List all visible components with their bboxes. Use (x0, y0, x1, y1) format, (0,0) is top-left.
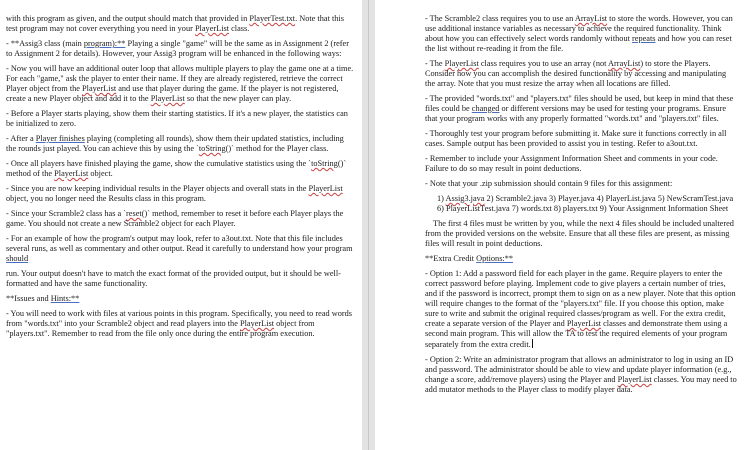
paragraph-since-stats: - Since you are now keeping individual results in the Player objects and overall stats in the PlayerList object, you no longer need the Results class in this program. (6, 184, 343, 203)
spellcheck-word: toString (311, 159, 338, 168)
paragraph-before-player: - Before a Player starts playing, show them their starting statistics. If it's a new player, the statistics can be initialized to zero. (6, 109, 348, 128)
paragraph-after-player: - After a Player finishes playing (completing all rounds), show them their updated statistics, including the rounds just played. You can achieve this by using the `toString()` method for the Player class. (6, 134, 344, 153)
paragraph-outer-loop: - Now you will have an additional outer loop that allows multiple players to play the game one at a time. For each "game," ask the player to enter their name. If they are already registered, retrieve the correct Player object from the PlayerList and use that player during the game. If the player is not registered, create a new Player object and add it to the PlayerList so that the new player can play. (6, 64, 354, 103)
grammar-flag: Player finishes (35, 134, 85, 143)
paragraph-provided: - The provided "words.txt" and "players.txt" files should be used, but keep in mind that these files could be changed or different versions may be used for testing your programs. Ensure that your program works with any properly formatted "words.txt" and "players.txt" files. (425, 94, 734, 123)
spellcheck-word: PlayerList (150, 94, 185, 103)
page-divider (368, 0, 369, 450)
paragraph-first4: The first 4 files must be written by you, while the next 4 files should be included unaltered from the provided versions on the website. Ensure that all these files are present, as missing files will result in point deductions. (425, 219, 734, 248)
heading-extra-credit: **Extra Credit Options:** (425, 254, 514, 263)
grammar-flag: Options:** (476, 254, 514, 263)
paragraph-files: - You will need to work with files at various points in this program. Specifically, you need to read words from "words.txt" into your Scramble2 object and read players into the PlayerList object from "players.txt". Remember to read from the file only once during the entire program execution. (6, 309, 353, 338)
paragraph-once-all: - Once all players have finished playing the game, show the cumulative statistics using the `toString()` method of the PlayerList object. (6, 159, 347, 178)
paragraph-run: run. Your output doesn't have to match the exact format of the provided output, but it should be well-formatted and have the same functionality. (6, 269, 341, 288)
spellcheck-word: PlayerList (444, 59, 479, 68)
paragraph-assig3: - **Assig3 class (main program):** Playing a single "game" will be the same as in Assignment 2 (refer to Assignment 2 for details). However, your Assig3 program will be enhanced in the following ways: (6, 39, 349, 58)
paragraph-zip: - Note that your .zip submission should contain 9 files for this assignment: (425, 179, 673, 188)
grammar-flag: changed (471, 104, 500, 113)
paragraph-file-list: 1) Assig3.java 2) Scramble2.java 3) Player.java 4) PlayerList.java 5) NewScramTest.java 6) PlayerListTest.java 7) words.txt 8) players.txt 9) Your Assignment Information Sheet (437, 194, 734, 213)
document-page-right (375, 0, 747, 450)
paragraph-example: - For an example of how the program's output may look, refer to a3out.txt. Note that this file includes several runs, as well as commentary and other output. Read it carefully to understand how your program should (6, 234, 353, 263)
text-cursor (532, 339, 533, 348)
grammar-flag: should (6, 254, 29, 263)
paragraph-playerlist: - The PlayerList class requires you to use an array (not ArrayList) to store the Players. Consider how you can accomplish the desired functionality by accessing and manipulating the array. Note that you must resize the array when all locations are filled. (425, 59, 727, 88)
spellcheck-word: ArrayList (608, 59, 641, 68)
spellcheck-word: PlayerTest.txt (249, 14, 296, 23)
spellcheck-word: PlayerList (617, 375, 652, 384)
paragraph-scramble2: - The Scramble2 class requires you to use an ArrayList to store the words. However, you can use additional instance variables as necessary to achieve the required functionality. Think about how you can effectively select words randomly without repeats and how you can reset the list without re-reading it from the file. (425, 14, 733, 53)
spellcheck-word: PlayerList (566, 319, 602, 328)
document-page-left (0, 0, 362, 450)
spellcheck-word: PlayerList (54, 169, 89, 178)
paragraph-since-reset: - Since your Scramble2 class has a `reset()` method, remember to reset it before each Player plays the game. You should not create a new Scramble2 object for each Player. (6, 209, 344, 228)
spellcheck-word: toString (198, 144, 226, 153)
grammar-flag: program):** (83, 39, 126, 48)
grammar-flag: Hints:** (50, 294, 80, 303)
spellcheck-word: Assig3.java (445, 194, 485, 203)
spellcheck-word: PlayerList (239, 319, 275, 328)
paragraph-intro: with this program as given, and the output should match that provided in PlayerTest.txt. Note that this test program may not cover everything you need in your PlayerList class. (6, 14, 344, 33)
spellcheck-word: ArrayList (574, 14, 608, 23)
spellcheck-word: PlayerList (308, 184, 343, 193)
paragraph-option2: - Option 2: Write an administrator program that allows an administrator to log in using an ID and password. The administrator should be able to view and update player information (e.g., change a score, add/remove players) using the Player and PlayerList classes. You may need to add mutator methods to the Player class to modify player data. (425, 355, 737, 394)
grammar-flag: repeats (632, 34, 656, 43)
spellcheck-word: PlayerList (82, 84, 117, 93)
spellcheck-word: PlayerList (194, 24, 230, 33)
spellcheck-word: reset (126, 209, 142, 218)
paragraph-thoroughly: - Thoroughly test your program before submitting it. Make sure it functions correctly in all cases. Sample output has been provided to assist you in testing. Refer to a3out.txt. (425, 129, 727, 148)
paragraph-option1: - Option 1: Add a password field for each player in the game. Require players to enter the correct password before playing. Implement code to give players a certain number of tries, and if the password is incorrect, prompt them to sign on as a new player. Note that this option will require changes to the format of the "players.txt" file. If you choose this option, make sure to write and submit the original required classes/program as well. For the extra credit, create a separate version of the Player and PlayerList classes and demonstrate them using a second main program. This will allow the TA to test the required elements of your program separately from the extra credit. (425, 269, 736, 349)
heading-issues: **Issues and Hints:** (6, 294, 80, 303)
paragraph-remember: - Remember to include your Assignment Information Sheet and comments in your code. Failure to do so may result in point deductions. (425, 154, 718, 173)
